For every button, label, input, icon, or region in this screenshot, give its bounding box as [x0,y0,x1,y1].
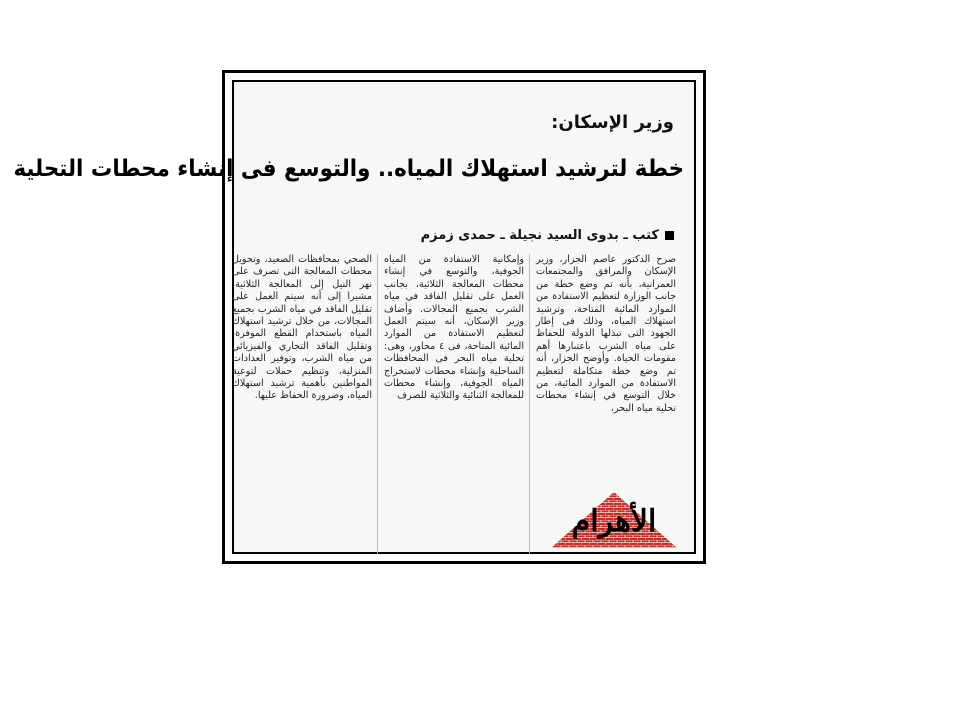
article-column-2: وإمكانية الاستفادة من المياه الجوفية، والتوسع في إنشاء محطات المعالجة الثلاثية، بجانب العمل على تقليل الفاقد في مياه الشرب بجميع المجالات. وأضاف وزير الإسكان، أنه سيتم العمل لتعظيم الاستفادة من الموارد المائية المتاحة، فى ٤ محاور، وهى: تحلية مياه البحر فى المحافظات الساحلية وإنشاء محطات لاستخراج المياه الجوفية، وإنشاء محطات للمعالجة الثنائية والثلاثية للصرف [384,254,525,402]
article-kicker: وزير الإسكان: [551,112,674,133]
column-divider [529,254,530,554]
article-column-3: الصحي بمحافظات الصعيد، وتحويل محطات المعالجة التى تصرف على نهر النيل إلى المعالجة الثلاثية، مشيرا إلى أنه سيتم العمل على تقليل الفاقد في مياه الشرب بجميع المجالات، من خلال ترشيد استهلاك المياه باستخدام القطع الموفرة، وتقليل الفاقد التجاري والفيزيائي من مياه الشرب، وتوفير العدادات المنزلية، وتنظيم حملات لتوعية المواطنين بأهمية ترشيد استهلاك المياه، وضرورة الحفاظ عليها. [232,254,372,402]
newspaper-clipping [13,80,696,554]
square-bullet-icon [665,231,674,240]
logo-text: الأهرام [571,504,657,539]
byline-text: كتب ـ بدوى السيد نجيلة ـ حمدى زمزم [420,228,659,243]
article-headline: خطة لترشيد استهلاك المياه.. والتوسع فى إنشاء محطات التحلية [13,156,685,182]
column-divider [377,254,378,554]
article-column-1: صرح الدكتور عاصم الجزار، وزير الإسكان والمرافق والمجتمعات العمرانية، بأنه تم وضع خطة من جانب الوزارة لتعظيم الاستفادة من الموارد المائية المتاحة، وترشيد استهلاك المياه، وذلك فى إطار الجهود التى تبذلها الدولة للحفاظ على مياه الشرب باعتبارها أهم مقومات الحياة. وأوضح الجزار، أنه تم وضع خطة متكاملة لتعظيم الاستفادة من الموارد المائية، من خلال التوسع في إنشاء محطات تحلية مياه البحر، [536,254,676,414]
article-byline [421,228,674,243]
clipping-frame [13,70,706,564]
bleed-through-text [294,96,594,122]
ahram-logo [539,486,689,556]
